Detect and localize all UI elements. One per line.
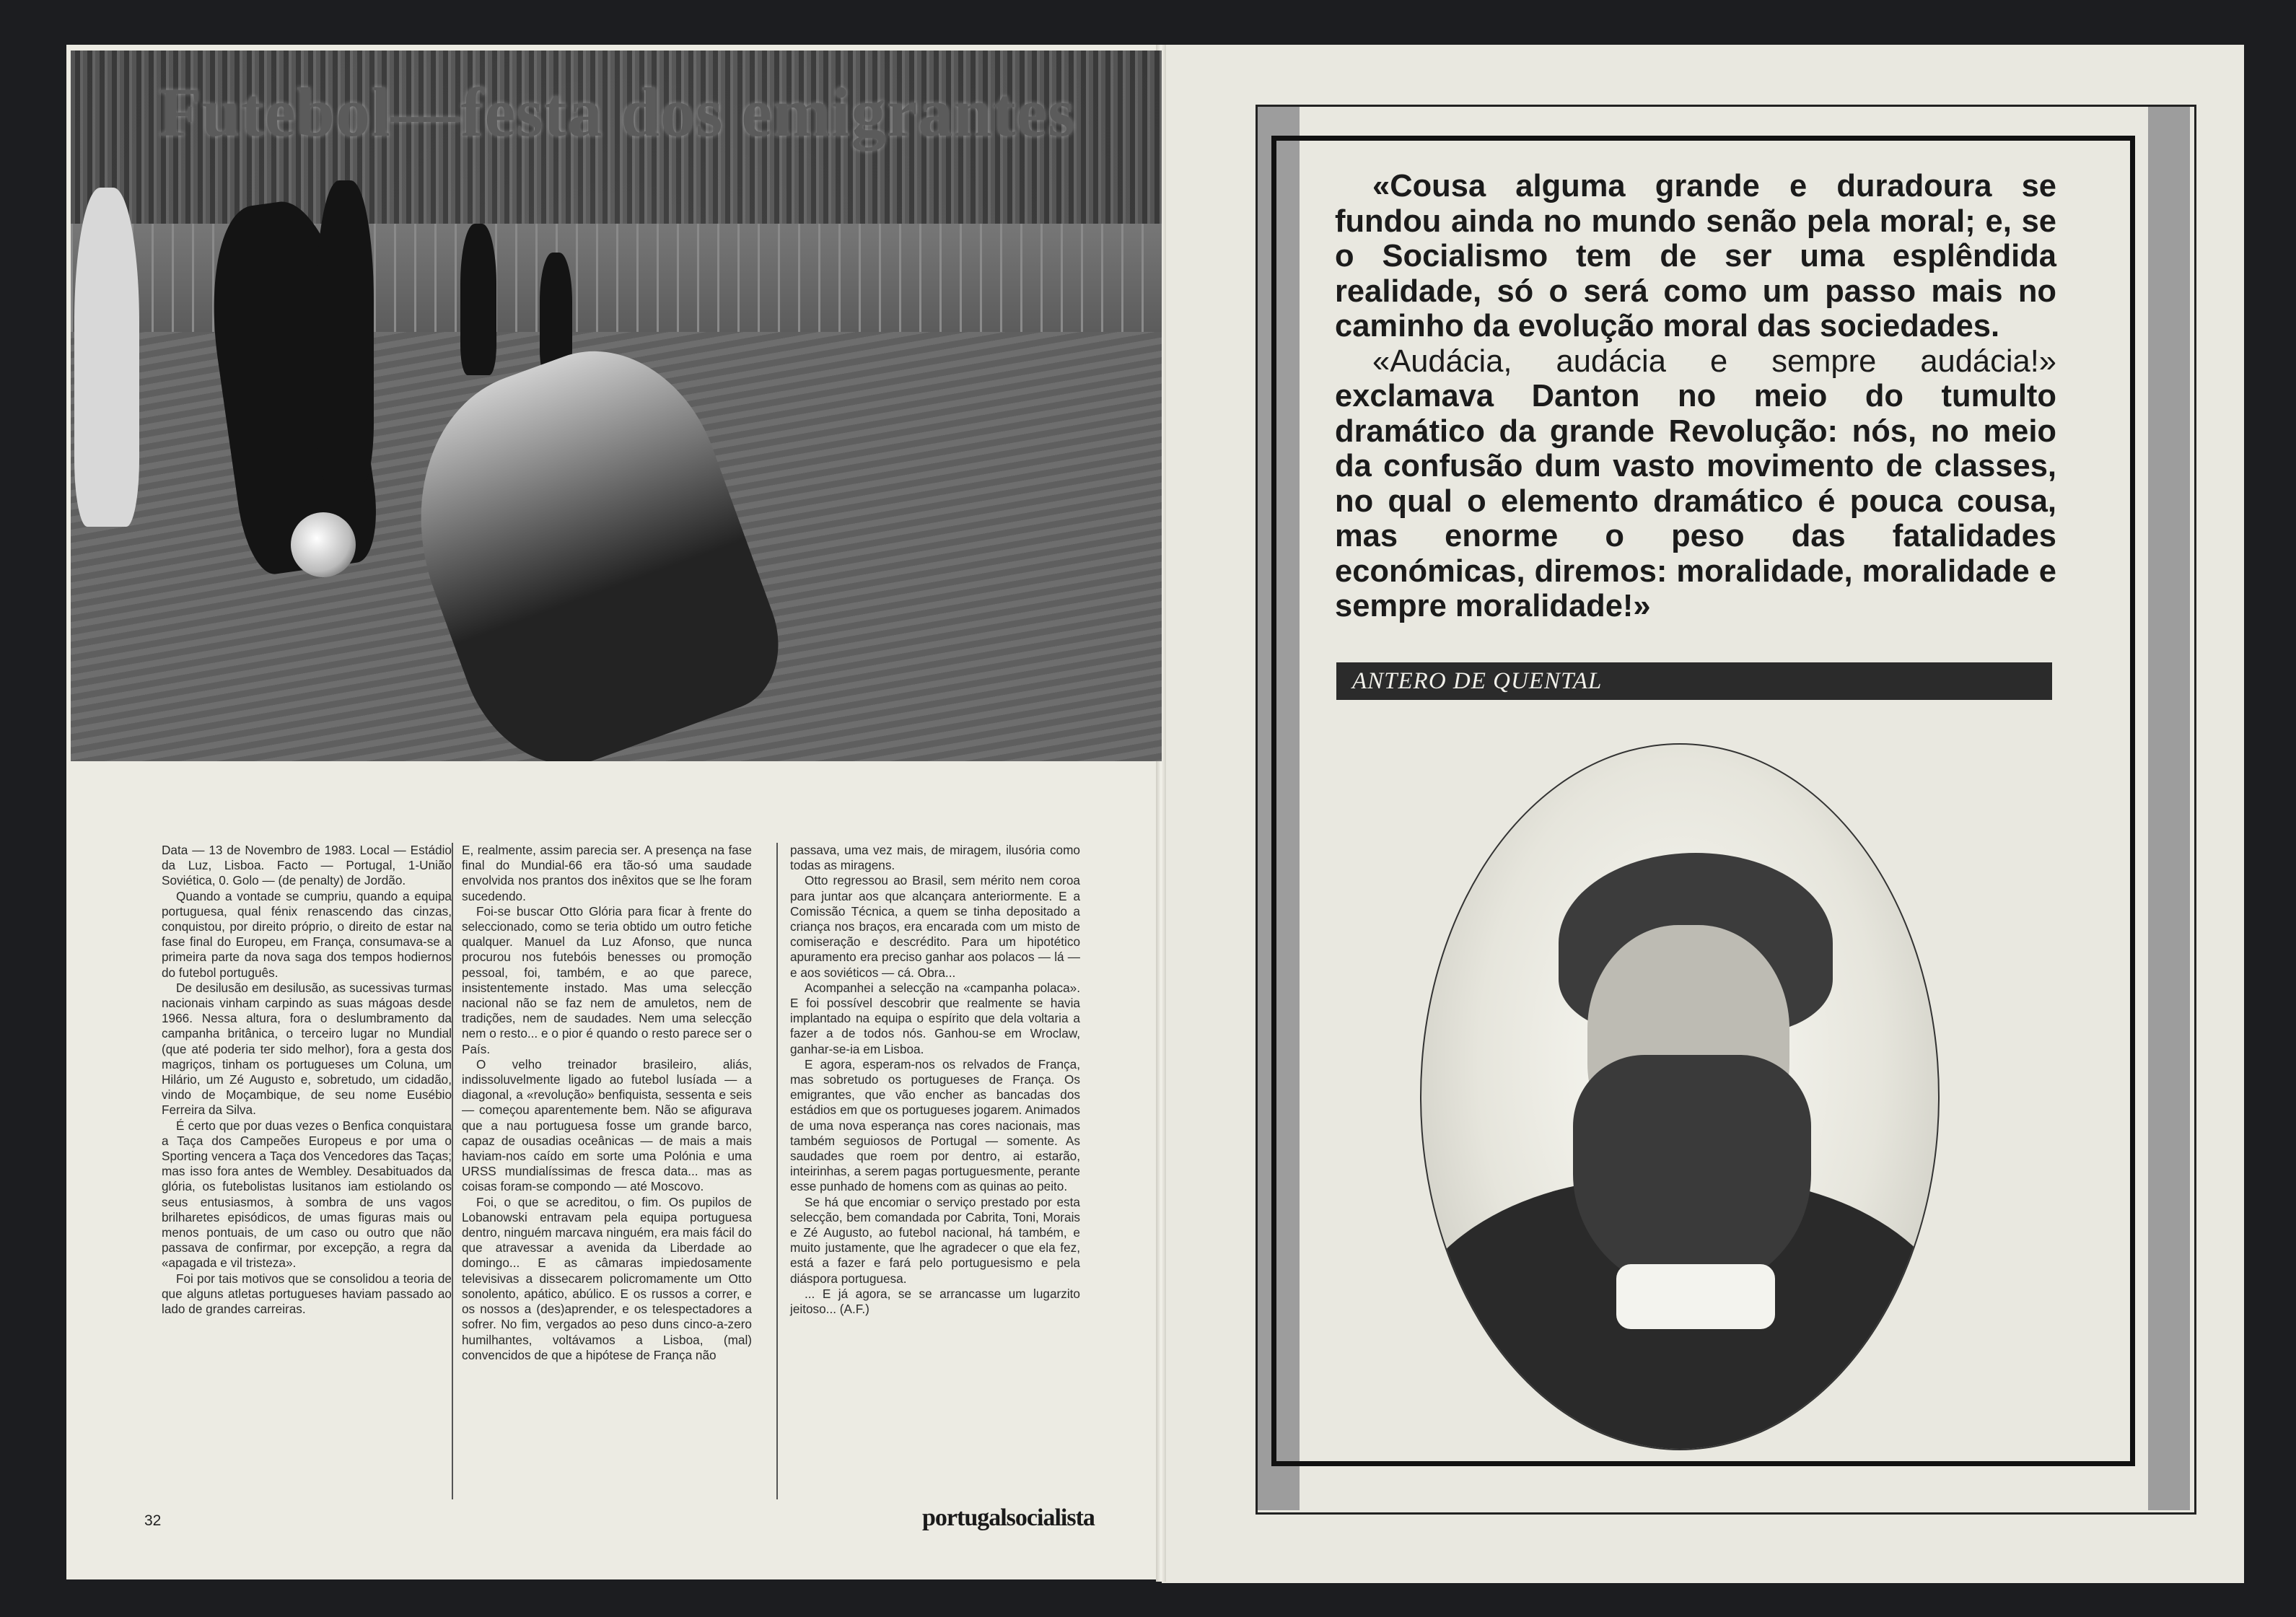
paragraph: O velho treinador brasileiro, aliás, indissoluvelmente ligado ao futebol lusíada — a diagonal, a «revolução» benfiquista, sessenta e seis — começou aparentemente bem. Não se afigurava que a nau portuguesa fosse um grande barco, capaz de ousadias oceânicas — de mais a mais haviam-nos caído em sorte uma Polónia e uma URSS mundialíssimas de fresca data... mas as coisas foram-se compondo — até Moscovo. bbox=[462, 1056, 752, 1194]
column-rule bbox=[776, 843, 778, 1499]
paragraph: Foi-se buscar Otto Glória para ficar à frente do seleccionado, como se teria obtido um outro fetiche qualquer. Manuel da Luz Afonso, que nunca procurou nos futebóis benesses ou promoção pessoal, foi, também, e ao que parece, insistentemente instado. Mas uma selecção nacional não se faz nem de amuletos, nem de tradições, nem de saudades. Nem uma selecção nem o resto... e o pior é quando o resto parece ser o País. bbox=[462, 903, 752, 1056]
quote-text: exclamava Danton no meio do tumulto dramático da grande Revolução: nós, no meio da confusão dum vasto movimento de classes, no qual o elemento dramático é pouca cousa, mas enorme o peso das fatalidades económicas, diremos: moralidade, moralidade e sempre moralidade!» bbox=[1335, 379, 2056, 623]
paragraph: ... E já agora, se se arrancasse um lugarzito jeitoso... (A.F.) bbox=[790, 1286, 1080, 1317]
football bbox=[291, 512, 356, 577]
player-midfield bbox=[316, 180, 374, 483]
player-cccp bbox=[74, 188, 139, 527]
quote-text: «Cousa alguma grande e duradoura se fundou ainda no mundo senão pela moral; e, se o Socialismo tem de ser uma esplêndida realidade, só o será como um passo mais no caminho da evolução moral das sociedades. bbox=[1335, 169, 2056, 343]
quote-danton: «Audácia, audácia e sempre audácia!» bbox=[1372, 343, 2056, 379]
paragraph: Se há que encomiar o serviço prestado por esta selecção, bem comandada por Cabrita, Toni, Morais e Zé Augusto, ao futebol nacional, há também, e muito justamente, que lhe agradecer o que ela fez, está a fazer e fará pelo portuguesismo e pela diáspora portuguesa. bbox=[790, 1194, 1080, 1286]
quote-paragraph-2 bbox=[1335, 344, 2056, 624]
portrait-collar bbox=[1616, 1264, 1775, 1329]
headline: Futebol—festa dos emigrantes bbox=[159, 74, 1076, 151]
quote-block bbox=[1335, 169, 2056, 624]
portrait-antero-de-quental bbox=[1420, 743, 1940, 1450]
player-distant-1 bbox=[460, 224, 496, 375]
article-column-1 bbox=[162, 843, 452, 1317]
article-column-2 bbox=[462, 843, 752, 1363]
paragraph: De desilusão em desilusão, as sucessivas turmas nacionais vinham carpindo as suas mágoas desde 1966. Nessa altura, fora o deslumbramento da campanha britânica, o terceiro lugar no Mundial (que até poderia ter sido melhor), fora a gesta dos magriços, tinham os portugueses um Coluna, um Hilário, um Zé Augusto e, sobretudo, um cidadão, vindo de Moçambique, de seu nome Eusébio Ferreira da Silva. bbox=[162, 980, 452, 1118]
author-bar bbox=[1336, 662, 2052, 700]
paragraph: Quando a vontade se cumpriu, quando a equipa portuguesa, qual fénix renascendo das cinzas, conquistou, por direito próprio, o direito de estar na fase final do Europeu, em França, consumava-se a primeira parte da nova saga dos tempos hodiernos do futebol português. bbox=[162, 888, 452, 980]
gray-band-right bbox=[2148, 107, 2190, 1510]
portrait-beard bbox=[1573, 1055, 1811, 1293]
paragraph: É certo que por duas vezes o Benfica conquistara a Taça dos Campeões Europeus e por uma o Sporting vencera a Taça dos Vencedores das Taças; mas isso fora antes de Wembley. Desabituados da glória, os futebolistas lusitanos iam estiolando os seus entusiasmos, à sombra de uns vagos brilharetes episódicos, de umas figuras mais ou menos pontuais, de um caso ou outro que não passava de confirmar, por excepção, a regra da «apagada e vil tristeza». bbox=[162, 1118, 452, 1271]
paragraph: E, realmente, assim parecia ser. A presença na fase final do Mundial-66 era tão-só uma saudade envolvida nos prantos dos inêxitos que se lhe foram sucedendo. bbox=[462, 843, 752, 903]
page-number: 32 bbox=[144, 1512, 162, 1529]
author-name: ANTERO DE QUENTAL bbox=[1352, 668, 1603, 694]
paragraph: Acompanhei a selecção na «campanha polaca». E foi possível descobrir que realmente se havia implantado na equipa o espírito que dela voltaria a fazer a de todos nós. Ganhou-se em Wroclaw, ganhar-se-ia em Lisboa. bbox=[790, 980, 1080, 1056]
quote-paragraph-1 bbox=[1335, 169, 2056, 344]
football-photo bbox=[71, 51, 1162, 761]
paragraph: passava, uma vez mais, de miragem, ilusória como todas as miragens. bbox=[790, 843, 1080, 873]
article-column-3 bbox=[790, 843, 1080, 1317]
paragraph: E agora, esperam-nos os relvados de França, mas sobretudo os portugueses de França. Os emigrantes, que vão encher as bancadas dos estádios em que os portugueses jogarem. Animados de uma nova esperança nas cores nacionais, mas também seguiosos de Portugal — somente. As saudades que roem por dentro, ai estarão, inteirinhas, a serem pagas portuguesmente, perante esse punhado de homens com as quinas ao peito. bbox=[790, 1056, 1080, 1194]
paragraph: Otto regressou ao Brasil, sem mérito nem coroa para juntar aos que alcançara anteriormente. E a Comissão Técnica, a quem se tinha depositado a criança nos braços, era encarada com um misto de comiseração e descrédito. Para um hipotético apuramento era preciso ganhar aos polacos — lá — e aos soviéticos — cá. Obra... bbox=[790, 873, 1080, 980]
paragraph: Data — 13 de Novembro de 1983. Local — Estádio da Luz, Lisboa. Facto — Portugal, 1-União Soviética, 0. Golo — (de penalty) de Jordão. bbox=[162, 843, 452, 888]
paragraph: Foi por tais motivos que se consolidou a teoria de que alguns atletas portugueses haviam passado ao lado de grandes carreiras. bbox=[162, 1271, 452, 1317]
paragraph: Foi, o que se acreditou, o fim. Os pupilos de Lobanowski entravam pela equipa portuguesa dentro, ninguém marcava ninguém, era mais fácil do que atravessar a avenida da Liberdade ao domingo... E as câmaras impiedosamente televisivas a dissecarem policromamente um Otto sonolento, apático, abúlico. E os russos a correr, e os nossos a (des)aprender, e os telespectadores a sofrer. No fim, vergados ao peso duns cinco-a-zero humilhantes, voltávamos a Lisboa, (mal) convencidos de que a hipótese de França não bbox=[462, 1194, 752, 1362]
masthead-logo: portugalsocialista bbox=[922, 1504, 1095, 1531]
column-rule bbox=[452, 843, 453, 1499]
